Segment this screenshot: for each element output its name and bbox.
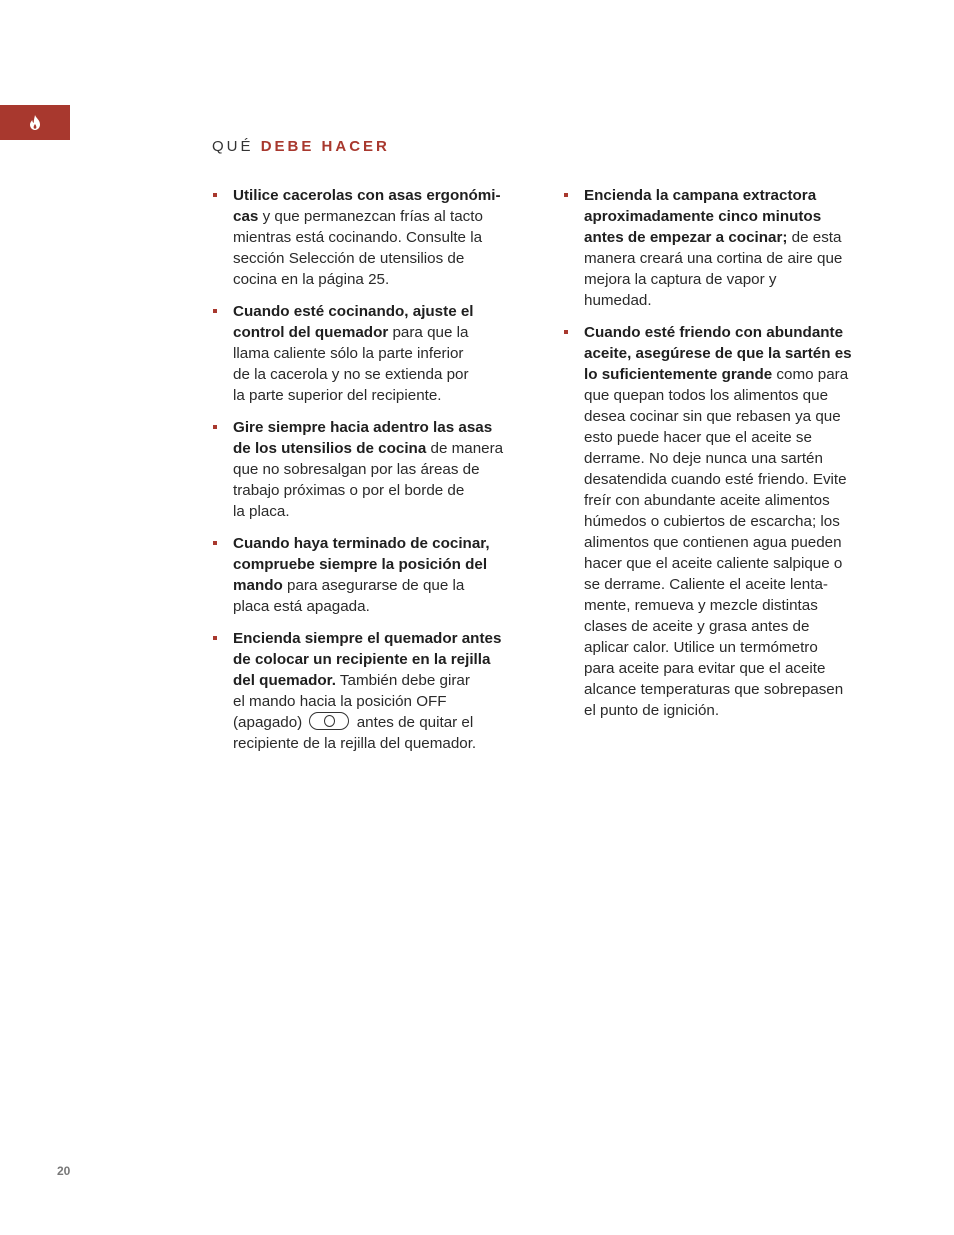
body-text: la parte superior del recipiente. <box>233 387 442 404</box>
body-text: para aceite para evitar que el aceite <box>584 660 826 677</box>
bullet-marker <box>213 541 217 545</box>
bullet-marker <box>564 330 568 334</box>
body-text: clases de aceite y grasa antes de <box>584 618 810 635</box>
bold-text: Encienda siempre el quemador antes <box>233 630 502 647</box>
bullet-marker <box>213 636 217 640</box>
body-text: humedad. <box>584 292 652 309</box>
body-text: (apagado) <box>233 714 303 731</box>
body-text: aplicar calor. Utilice un termómetro <box>584 639 818 656</box>
bullet-marker <box>213 309 217 313</box>
bold-text: Cuando esté friendo con abundante <box>584 324 844 341</box>
body-text: el mando hacia la posición OFF <box>233 693 447 710</box>
body-text: de manera <box>426 440 504 457</box>
body-text: húmedos o cubiertos de escarcha; los <box>584 513 840 530</box>
bold-text: aceite, asegúrese de que la sartén es <box>584 345 852 362</box>
body-text: recipiente de la rejilla del quemador. <box>233 735 477 752</box>
bullet-marker <box>213 425 217 429</box>
body-text: manera creará una cortina de aire que <box>584 250 843 267</box>
body-text: de la cacerola y no se extienda por <box>233 366 469 383</box>
heading-title: DEBE HACER <box>260 138 390 155</box>
body-text: de esta <box>787 229 842 246</box>
left-column <box>212 185 530 765</box>
body-text: mejora la captura de vapor y <box>584 271 777 288</box>
off-knob-icon <box>309 712 349 730</box>
bold-text: Cuando haya terminado de cocinar, <box>233 535 490 552</box>
bold-text: del quemador. <box>233 672 336 689</box>
bold-text: antes de empezar a cocinar; <box>584 229 788 246</box>
body-text: llama caliente sólo la parte inferior <box>233 345 464 362</box>
bold-text: Encienda la campana extractora <box>584 187 817 204</box>
body-text: la placa. <box>233 503 290 520</box>
page-number: 20 <box>57 1164 71 1178</box>
bold-text: compruebe siempre la posición del <box>233 556 488 573</box>
body-text: freír con abundante aceite alimentos <box>584 492 830 509</box>
bold-text: de los utensilios de cocina <box>233 440 427 457</box>
body-text: para asegurarse de que la <box>282 577 465 594</box>
body-text: y que permanezcan frías al tacto <box>258 208 483 225</box>
bold-text: Cuando esté cocinando, ajuste el <box>233 303 474 320</box>
bold-text: mando <box>233 577 283 594</box>
body-text: mente, remueva y mezcle distintas <box>584 597 818 614</box>
section-heading <box>212 138 390 155</box>
body-text: desea cocinar sin que rebasen ya que <box>584 408 841 425</box>
bold-text: control del quemador <box>233 324 389 341</box>
body-text: derrame. No deje nunca una sartén <box>584 450 823 467</box>
body-text: que no sobresalgan por las áreas de <box>233 461 480 478</box>
body-text: el punto de ignición. <box>584 702 720 719</box>
heading-prefix: QUÉ <box>212 138 254 155</box>
body-text: sección Selección de utensilios de <box>233 250 465 267</box>
bold-text: aproximadamente cinco minutos <box>584 208 822 225</box>
body-text: mientras está cocinando. Consulte la <box>233 229 483 246</box>
flame-icon <box>29 115 41 130</box>
list-item <box>563 185 893 311</box>
bullet-marker <box>213 193 217 197</box>
right-column <box>563 185 893 732</box>
bold-text: lo suficientemente grande <box>584 366 773 383</box>
body-text: desatendida cuando esté friendo. Evite <box>584 471 847 488</box>
bold-text: Utilice cacerolas con asas ergonómi- <box>233 187 501 204</box>
body-text: alimentos que contienen agua pueden <box>584 534 842 551</box>
body-text: esto puede hacer que el aceite se <box>584 429 812 446</box>
bold-text: Gire siempre hacia adentro las asas <box>233 419 493 436</box>
list-item <box>212 628 530 754</box>
body-text: trabajo próximas o por el borde de <box>233 482 465 499</box>
bold-text: de colocar un recipiente en la rejilla <box>233 651 491 668</box>
body-text: que quepan todos los alimentos que <box>584 387 829 404</box>
body-text: alcance temperaturas que sobrepasen <box>584 681 844 698</box>
body-text: como para <box>772 366 849 383</box>
list-item <box>212 533 530 617</box>
bold-text: cas <box>233 208 259 225</box>
bullet-marker <box>564 193 568 197</box>
list-item <box>212 301 530 406</box>
body-text: antes de quitar el <box>356 714 474 731</box>
list-item <box>563 322 893 721</box>
body-text: También debe girar <box>335 672 470 689</box>
list-item <box>212 417 530 522</box>
body-text: cocina en la página 25. <box>233 271 390 288</box>
body-text: hacer que el aceite caliente salpique o <box>584 555 843 572</box>
body-text: placa está apagada. <box>233 598 370 615</box>
list-item <box>212 185 530 290</box>
body-text: se derrame. Caliente el aceite lenta- <box>584 576 828 593</box>
section-tab <box>0 105 70 140</box>
body-text: para que la <box>388 324 469 341</box>
